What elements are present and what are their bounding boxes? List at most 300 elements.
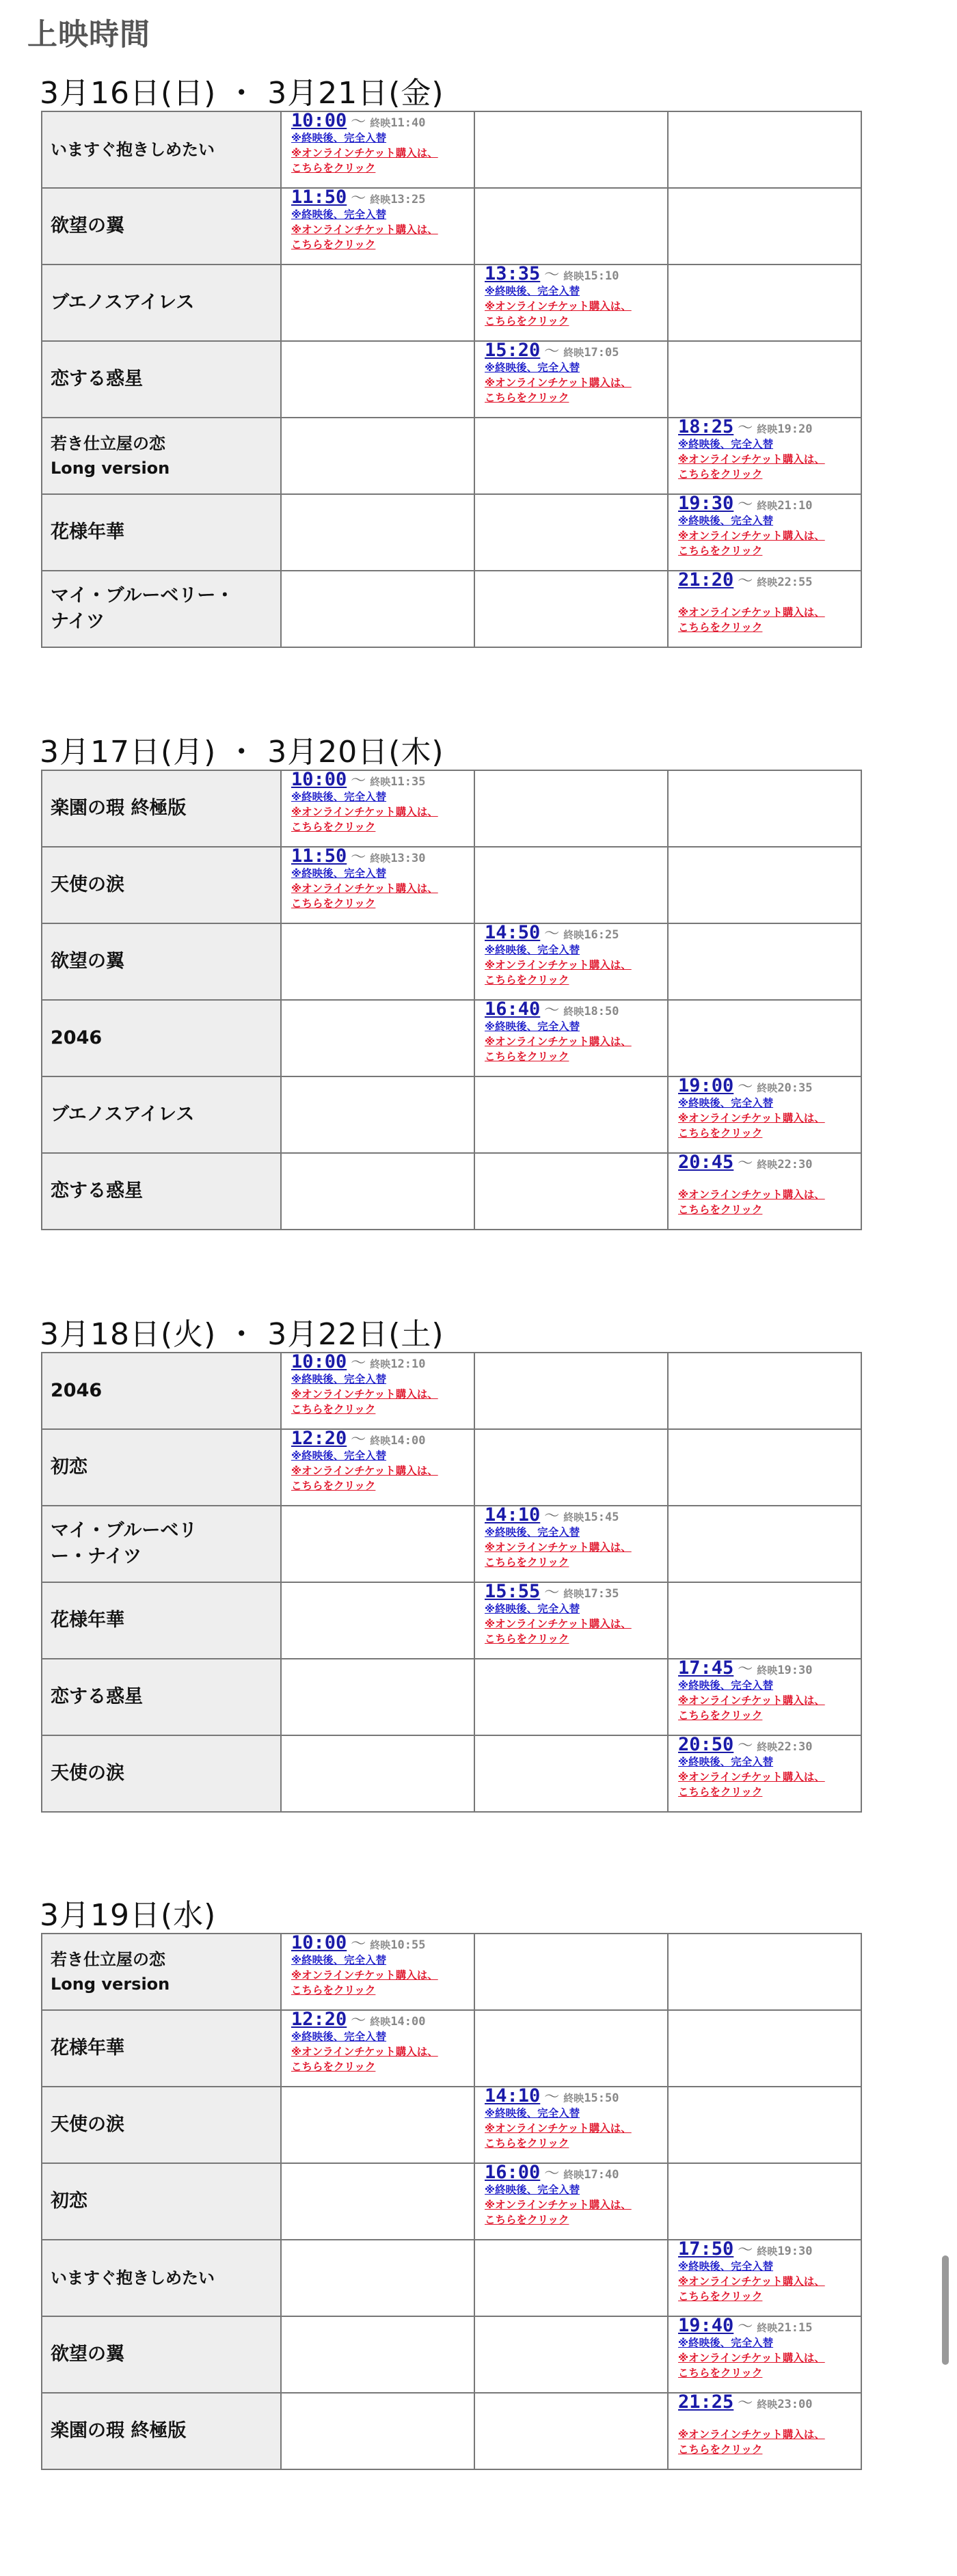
start-time-link[interactable]: 11:50 (291, 188, 347, 208)
blank-line (678, 590, 861, 605)
click-here-link[interactable]: こちらをクリック (291, 897, 376, 910)
online-ticket-link[interactable]: ※オンラインチケット購入は、 (291, 882, 438, 895)
film-title (42, 2087, 281, 2163)
end-label: 終映 (757, 423, 778, 435)
showtime (282, 189, 474, 252)
film-title-text: 恋する惑星 (51, 1180, 143, 1202)
online-ticket-link[interactable]: ※オンラインチケット購入は、 (485, 300, 632, 312)
end-label: 終映 (370, 2016, 391, 2028)
tilde-separator: ～ (544, 2165, 560, 2182)
time-slot (668, 2393, 861, 2469)
film-title (42, 2240, 281, 2316)
film-title-text: 2046 (51, 1380, 103, 1401)
time-slot (474, 2240, 668, 2316)
replacement-note-link[interactable]: ※終映後、完全入替 (678, 1679, 774, 1692)
film-title-text: 欲望の翼 (51, 951, 124, 972)
replacement-note-link[interactable]: ※終映後、完全入替 (678, 2260, 774, 2273)
start-time-link[interactable]: 19:00 (678, 1076, 734, 1096)
start-time-link[interactable]: 19:40 (678, 2316, 734, 2336)
time-line (678, 2318, 861, 2335)
start-time-link[interactable]: 19:30 (678, 494, 734, 514)
time-slot (474, 1353, 668, 1429)
replacement-note-link[interactable]: ※終映後、完全入替 (678, 1097, 774, 1109)
tilde-separator: ～ (738, 1155, 753, 1172)
tilde-separator: ～ (738, 573, 753, 590)
click-here-link[interactable]: こちらをクリック (485, 1633, 569, 1645)
film-title-text: ブエノスアイレス (51, 1104, 195, 1125)
click-here-link[interactable]: こちらをクリック (678, 2367, 763, 2379)
time-slot (668, 1735, 861, 1812)
click-here-link[interactable]: こちらをクリック (291, 1403, 376, 1415)
end-label: 終映 (563, 270, 584, 282)
showtime (475, 1506, 667, 1570)
time-slot (668, 341, 861, 418)
showtime (669, 2317, 861, 2381)
replacement-note-link[interactable]: ※終映後、完全入替 (678, 1756, 774, 1768)
online-ticket-link[interactable]: ※オンラインチケット購入は、 (678, 2428, 825, 2441)
start-time-link[interactable]: 20:45 (678, 1153, 734, 1173)
table-row (42, 418, 861, 494)
time-slot (474, 1934, 668, 2010)
click-here-link[interactable]: こちらをクリック (291, 821, 376, 833)
table-row (42, 265, 861, 341)
end-time: 21:10 (777, 499, 813, 513)
online-ticket-link[interactable]: ※オンラインチケット購入は、 (291, 1969, 438, 1981)
end-time: 22:30 (777, 1740, 813, 1754)
start-time-link[interactable]: 15:20 (485, 341, 541, 361)
replacement-note-link[interactable]: ※終映後、完全入替 (485, 944, 580, 956)
end-label: 終映 (757, 1664, 778, 1677)
click-here-link[interactable]: こちらをクリック (485, 974, 569, 986)
end-label: 終映 (563, 1588, 584, 1600)
showtime (282, 1353, 474, 1417)
replacement-note-link[interactable]: ※終映後、完全入替 (291, 791, 387, 803)
table-row (42, 1429, 861, 1506)
start-time-link[interactable]: 12:20 (291, 1429, 347, 1449)
time-line (678, 2242, 861, 2259)
time-slot (668, 1659, 861, 1735)
time-slot (668, 188, 861, 265)
time-slot (668, 1506, 861, 1582)
online-ticket-link[interactable]: ※オンラインチケット購入は、 (678, 1189, 825, 1201)
start-time-link[interactable]: 13:35 (485, 265, 541, 284)
film-title-text: ブエノスアイレス (51, 292, 195, 313)
click-here-link[interactable]: こちらをクリック (291, 1984, 376, 1996)
replacement-note-link[interactable]: ※終映後、完全入替 (291, 1954, 387, 1966)
table-row (42, 847, 861, 923)
start-time-link[interactable]: 18:25 (678, 418, 734, 437)
start-time-link[interactable]: 21:25 (678, 2393, 734, 2413)
time-slot (281, 265, 474, 341)
day-heading: 3月17日(月) ・ 3月20日(木) (40, 735, 444, 770)
table-row (42, 2240, 861, 2316)
time-slot (474, 2163, 668, 2240)
schedule-table (41, 1352, 862, 1813)
time-line (291, 849, 474, 866)
replacement-note-link[interactable]: ※終映後、完全入替 (485, 285, 580, 297)
time-slot (281, 341, 474, 418)
time-slot (668, 2010, 861, 2087)
replacement-note-link[interactable]: ※終映後、完全入替 (485, 1603, 580, 1615)
time-line (291, 1431, 474, 1448)
tilde-separator: ～ (544, 1584, 560, 1601)
time-slot (281, 2163, 474, 2240)
time-slot (474, 111, 668, 188)
time-slot (474, 188, 668, 265)
time-slot (281, 847, 474, 923)
time-slot (668, 2163, 861, 2240)
film-title-text: 若き仕立屋の恋 Long version (51, 434, 170, 478)
time-slot (281, 494, 474, 571)
table-row (42, 2087, 861, 2163)
film-title (42, 2316, 281, 2393)
end-label: 終映 (757, 576, 778, 588)
film-title (42, 847, 281, 923)
time-slot (281, 1429, 474, 1506)
start-time-link[interactable]: 17:50 (678, 2240, 734, 2260)
end-time: 19:30 (777, 1664, 813, 1677)
end-time: 15:50 (584, 2091, 619, 2105)
film-title-text: 花様年華 (51, 521, 124, 543)
time-line (678, 573, 861, 590)
end-time: 12:10 (390, 1357, 426, 1371)
tilde-separator: ～ (738, 2242, 753, 2259)
tilde-separator: ～ (351, 1431, 366, 1448)
film-title (42, 111, 281, 188)
time-slot (281, 1076, 474, 1153)
film-title-text: 恋する惑星 (51, 1686, 143, 1707)
time-slot (474, 265, 668, 341)
blank-line (678, 1172, 861, 1187)
click-here-link[interactable]: こちらをクリック (485, 392, 569, 404)
showtime (669, 1077, 861, 1141)
time-slot (281, 111, 474, 188)
online-ticket-link[interactable]: ※オンラインチケット購入は、 (291, 1388, 438, 1400)
end-label: 終映 (370, 776, 391, 788)
replacement-note-link[interactable]: ※終映後、完全入替 (291, 208, 387, 221)
film-title (42, 2010, 281, 2087)
online-ticket-link[interactable]: ※オンラインチケット購入は、 (678, 453, 825, 465)
start-time-link[interactable]: 10:00 (291, 1934, 347, 1953)
tilde-separator: ～ (738, 1661, 753, 1678)
showtime (669, 495, 861, 558)
time-line (678, 1737, 861, 1754)
showtime (669, 2240, 861, 2304)
scrollbar[interactable] (942, 2255, 949, 2365)
replacement-note-link[interactable]: ※終映後、完全入替 (485, 2107, 580, 2119)
tilde-separator: ～ (738, 1737, 753, 1754)
time-slot (281, 188, 474, 265)
online-ticket-link[interactable]: ※オンラインチケット購入は、 (485, 2122, 632, 2134)
time-line (678, 2395, 861, 2412)
end-time: 21:15 (777, 2321, 813, 2335)
replacement-note-link[interactable]: ※終映後、完全入替 (485, 362, 580, 374)
replacement-note-link[interactable]: ※終映後、完全入替 (485, 2184, 580, 2196)
online-ticket-link[interactable]: ※オンラインチケット購入は、 (291, 1465, 438, 1477)
click-here-link[interactable]: こちらをクリック (485, 1050, 569, 1063)
film-title-text: 恋する惑星 (51, 368, 143, 390)
time-slot (668, 923, 861, 1000)
replacement-note-link[interactable]: ※終映後、完全入替 (291, 2031, 387, 2043)
time-line (678, 496, 861, 513)
time-slot (474, 1735, 668, 1812)
online-ticket-link[interactable]: ※オンラインチケット購入は、 (291, 806, 438, 818)
start-time-link[interactable]: 11:50 (291, 847, 347, 867)
time-slot (668, 1582, 861, 1659)
day-heading: 3月19日(水) (40, 1898, 217, 1933)
film-title-text: 天使の涙 (51, 1763, 124, 1784)
end-label: 終映 (757, 2322, 778, 2334)
time-slot (281, 1735, 474, 1812)
click-here-link[interactable]: こちらをクリック (291, 1480, 376, 1492)
end-time: 19:30 (777, 2245, 813, 2258)
end-time: 17:05 (584, 346, 619, 360)
film-title (42, 2163, 281, 2240)
online-ticket-link[interactable]: ※オンラインチケット購入は、 (485, 1035, 632, 1048)
click-here-link[interactable]: こちらをクリック (291, 162, 376, 174)
tilde-separator: ～ (351, 1355, 366, 1372)
showtime (475, 342, 667, 405)
start-time-link[interactable]: 20:50 (678, 1735, 734, 1755)
online-ticket-link[interactable]: ※オンラインチケット購入は、 (678, 2275, 825, 2288)
film-title-text: いますぐ抱きしめたい (51, 140, 215, 159)
table-row (42, 341, 861, 418)
time-line (485, 2165, 667, 2182)
film-title-text: 若き仕立屋の恋 Long version (51, 1950, 170, 1994)
start-time-link[interactable]: 17:45 (678, 1659, 734, 1679)
showtime (282, 112, 474, 176)
tilde-separator: ～ (351, 1936, 366, 1953)
time-slot (668, 265, 861, 341)
tilde-separator: ～ (738, 2395, 753, 2412)
time-slot (668, 1353, 861, 1429)
online-ticket-link[interactable]: ※オンラインチケット購入は、 (291, 147, 438, 159)
schedule-table (41, 770, 862, 1230)
film-title (42, 1506, 281, 1582)
table-row (42, 770, 861, 847)
time-slot (668, 2316, 861, 2393)
tilde-separator: ～ (738, 2318, 753, 2335)
time-slot (668, 1000, 861, 1076)
blank-line (678, 2412, 861, 2427)
start-time-link[interactable]: 10:00 (291, 770, 347, 790)
time-slot (281, 770, 474, 847)
start-time-link[interactable]: 14:10 (485, 2087, 541, 2106)
replacement-note-link[interactable]: ※終映後、完全入替 (291, 1450, 387, 1462)
click-here-link[interactable]: こちらをクリック (678, 468, 763, 480)
click-here-link[interactable]: こちらをクリック (678, 1709, 763, 1722)
online-ticket-link[interactable]: ※オンラインチケット購入は、 (678, 530, 825, 542)
end-label: 終映 (370, 1358, 391, 1370)
end-label: 終映 (563, 929, 584, 941)
time-slot (474, 2010, 668, 2087)
film-title (42, 341, 281, 418)
tilde-separator: ～ (738, 1079, 753, 1096)
click-here-link[interactable]: こちらをクリック (678, 2443, 763, 2456)
film-title-text: マイ・ブルーベリー・ ナイツ (51, 585, 234, 632)
time-slot (474, 1000, 668, 1076)
end-time: 14:00 (390, 1434, 426, 1448)
click-here-link[interactable]: こちらをクリック (485, 2214, 569, 2226)
time-slot (281, 1506, 474, 1582)
showtime (282, 771, 474, 835)
click-here-link[interactable]: こちらをクリック (678, 621, 763, 634)
click-here-link[interactable]: こちらをクリック (678, 545, 763, 557)
time-slot (281, 1582, 474, 1659)
end-label: 終映 (757, 500, 778, 512)
online-ticket-link[interactable]: ※オンラインチケット購入は、 (485, 1541, 632, 1554)
time-slot (474, 1429, 668, 1506)
start-time-link[interactable]: 14:50 (485, 923, 541, 943)
tilde-separator: ～ (738, 496, 753, 513)
online-ticket-link[interactable]: ※オンラインチケット購入は、 (485, 377, 632, 389)
table-row (42, 494, 861, 571)
online-ticket-link[interactable]: ※オンラインチケット購入は、 (678, 1771, 825, 1783)
time-slot (474, 2393, 668, 2469)
time-slot (474, 2316, 668, 2393)
time-slot (668, 111, 861, 188)
start-time-link[interactable]: 16:40 (485, 1000, 541, 1020)
online-ticket-link[interactable]: ※オンラインチケット購入は、 (485, 1618, 632, 1630)
tilde-separator: ～ (351, 2012, 366, 2029)
film-title-text: 欲望の翼 (51, 215, 124, 236)
showtime (669, 2394, 861, 2457)
replacement-note-link[interactable]: ※終映後、完全入替 (291, 867, 387, 880)
time-slot (668, 2240, 861, 2316)
time-line (291, 772, 474, 789)
end-label: 終映 (757, 1082, 778, 1094)
time-slot (668, 847, 861, 923)
time-slot (281, 1934, 474, 2010)
end-label: 終映 (563, 2092, 584, 2104)
time-slot (474, 418, 668, 494)
tilde-separator: ～ (351, 849, 366, 866)
online-ticket-link[interactable]: ※オンラインチケット購入は、 (291, 223, 438, 236)
click-here-link[interactable]: こちらをクリック (485, 315, 569, 327)
replacement-note-link[interactable]: ※終映後、完全入替 (291, 132, 387, 144)
online-ticket-link[interactable]: ※オンラインチケット購入は、 (678, 1112, 825, 1124)
film-title (42, 265, 281, 341)
film-title (42, 1353, 281, 1429)
end-label: 終映 (757, 1741, 778, 1753)
replacement-note-link[interactable]: ※終映後、完全入替 (678, 2337, 774, 2349)
click-here-link[interactable]: こちらをクリック (485, 2137, 569, 2150)
showtime (669, 1154, 861, 1217)
tilde-separator: ～ (544, 267, 560, 284)
end-label: 終映 (370, 1435, 391, 1447)
film-title-text: 初恋 (51, 1456, 87, 1478)
end-label: 終映 (370, 193, 391, 206)
time-line (678, 1155, 861, 1172)
table-row (42, 2163, 861, 2240)
showtime (475, 1583, 667, 1646)
film-title (42, 188, 281, 265)
table-row (42, 571, 861, 647)
replacement-note-link[interactable]: ※終映後、完全入替 (678, 438, 774, 450)
day-heading: 3月18日(火) ・ 3月22日(土) (40, 1317, 444, 1352)
table-row (42, 1153, 861, 1230)
start-time-link[interactable]: 10:00 (291, 1353, 347, 1372)
online-ticket-link[interactable]: ※オンラインチケット購入は、 (678, 1694, 825, 1707)
online-ticket-link[interactable]: ※オンラインチケット購入は、 (678, 606, 825, 619)
time-slot (668, 1934, 861, 2010)
click-here-link[interactable]: こちらをクリック (485, 1556, 569, 1569)
table-row (42, 2393, 861, 2469)
start-time-link[interactable]: 15:55 (485, 1582, 541, 1602)
end-label: 終映 (370, 117, 391, 129)
end-time: 20:35 (777, 1081, 813, 1095)
time-slot (474, 847, 668, 923)
end-time: 17:35 (584, 1587, 619, 1601)
online-ticket-link[interactable]: ※オンラインチケット購入は、 (291, 2046, 438, 2058)
day-heading: 3月16日(日) ・ 3月21日(金) (40, 76, 444, 111)
online-ticket-link[interactable]: ※オンラインチケット購入は、 (678, 2352, 825, 2364)
time-line (485, 1508, 667, 1525)
showtime (669, 571, 861, 635)
time-slot (668, 2087, 861, 2163)
time-slot (668, 1153, 861, 1230)
time-line (678, 420, 861, 437)
replacement-note-link[interactable]: ※終映後、完全入替 (678, 515, 774, 527)
replacement-note-link[interactable]: ※終映後、完全入替 (485, 1020, 580, 1033)
click-here-link[interactable]: こちらをクリック (678, 2290, 763, 2303)
time-slot (474, 923, 668, 1000)
end-label: 終映 (370, 852, 391, 865)
film-title (42, 418, 281, 494)
table-row (42, 1934, 861, 2010)
click-here-link[interactable]: こちらをクリック (291, 239, 376, 251)
schedule-table (41, 111, 862, 648)
table-row (42, 1506, 861, 1582)
time-slot (281, 1659, 474, 1735)
online-ticket-link[interactable]: ※オンラインチケット購入は、 (485, 959, 632, 971)
replacement-note-link[interactable]: ※終映後、完全入替 (485, 1526, 580, 1538)
table-row (42, 1076, 861, 1153)
tilde-separator: ～ (351, 113, 366, 131)
click-here-link[interactable]: こちらをクリック (678, 1786, 763, 1798)
start-time-link[interactable]: 10:00 (291, 111, 347, 131)
start-time-link[interactable]: 14:10 (485, 1506, 541, 1526)
end-time: 11:40 (390, 116, 426, 130)
end-time: 16:25 (584, 928, 619, 942)
click-here-link[interactable]: こちらをクリック (678, 1127, 763, 1139)
time-slot (474, 341, 668, 418)
click-here-link[interactable]: こちらをクリック (291, 2061, 376, 2073)
showtime (669, 1659, 861, 1723)
end-label: 終映 (563, 2169, 584, 2181)
start-time-link[interactable]: 16:00 (485, 2163, 541, 2183)
replacement-note-link[interactable]: ※終映後、完全入替 (291, 1373, 387, 1385)
end-time: 22:30 (777, 1158, 813, 1171)
film-title (42, 1934, 281, 2010)
start-time-link[interactable]: 21:20 (678, 571, 734, 591)
tilde-separator: ～ (544, 925, 560, 943)
click-here-link[interactable]: こちらをクリック (678, 1204, 763, 1216)
time-slot (474, 1582, 668, 1659)
online-ticket-link[interactable]: ※オンラインチケット購入は、 (485, 2199, 632, 2211)
time-slot (474, 1659, 668, 1735)
time-line (485, 925, 667, 943)
film-title-text: マイ・ブルーベリ ー・ナイツ (51, 1520, 198, 1567)
time-line (485, 343, 667, 360)
time-slot (668, 1076, 861, 1153)
time-slot (474, 494, 668, 571)
time-line (291, 2012, 474, 2029)
film-title (42, 1153, 281, 1230)
start-time-link[interactable]: 12:20 (291, 2010, 347, 2030)
end-time: 10:55 (390, 1938, 426, 1952)
film-title (42, 1000, 281, 1076)
